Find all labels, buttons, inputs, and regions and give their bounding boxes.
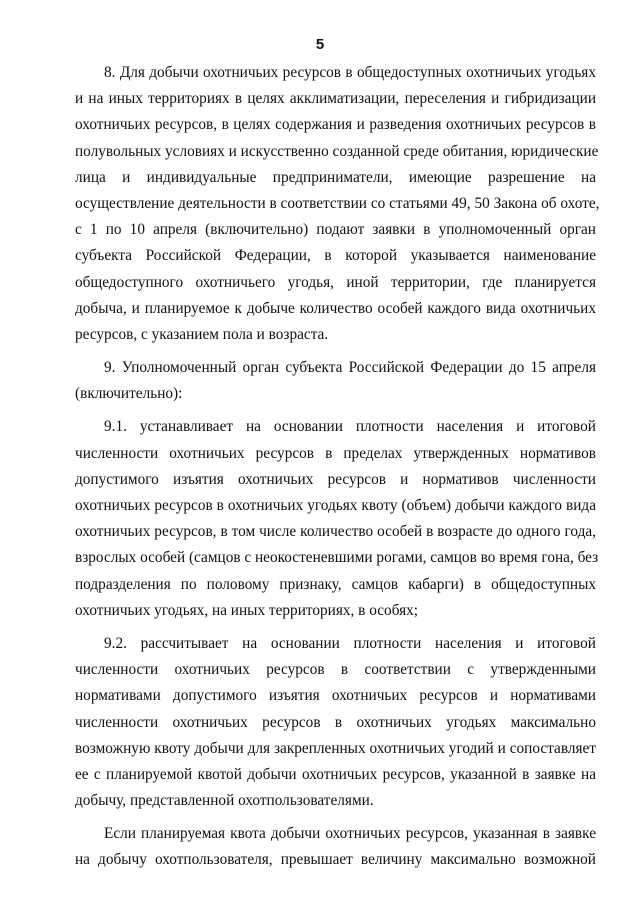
text-line: 9.2. рассчитывает на основании плотности населения и итоговой	[104, 634, 596, 652]
text-line: полувольных условиях и искусственно созданной среде обитания, юридические	[75, 142, 599, 160]
text-line: субъекта Российской Федерации, в которой указывается наименование	[75, 247, 596, 265]
text-line: охотничьих ресурсов в охотничьих угодьях квоту (объем) добычи каждого вида	[75, 497, 596, 514]
page-number: 5	[315, 36, 325, 53]
text-line: численности охотничьих ресурсов в охотничьих угодьях максимально	[75, 713, 596, 731]
paragraph-quota-excess	[75, 821, 596, 873]
text-line: 8. Для добычи охотничьих ресурсов в общедоступных охотничьих угодьях	[104, 64, 596, 81]
text-line: ресурсов, с указанием пола и возраста.	[75, 325, 329, 343]
text-line: осуществление деятельности в соответствии со статьями 49, 50 Закона об охоте,	[75, 194, 600, 212]
text-line: численности охотничьих ресурсов в соответствии с утвержденными	[75, 661, 596, 679]
text-line: охотничьих ресурсов, в целях содержания и разведения охотничьих ресурсов в	[75, 116, 596, 134]
text-line: подразделения по половому признаку, самцов кабарги) в общедоступных	[75, 575, 596, 593]
text-line: добыча, и планируемое к добыче количество особей каждого вида охотничьих	[75, 299, 596, 317]
text-line: возможную квоту добычи для закрепленных охотничьих угодий и сопоставляет	[75, 739, 596, 757]
text-line: лица и индивидуальные предприниматели, имеющие разрешение на	[75, 168, 596, 186]
text-line: с 1 по 10 апреля (включительно) подают заявки в уполномоченный орган	[75, 221, 596, 239]
paragraph-9-2	[75, 631, 596, 814]
text-line: общедоступного охотничьего угодья, иной территории, где планируется	[75, 273, 596, 291]
text-line: 9.1. устанавливает на основании плотности населения и итоговой	[104, 418, 596, 436]
text-line: Если планируемая квота добычи охотничьих ресурсов, указанная в заявке	[104, 825, 596, 843]
text-line: охотничьих угодьях, на иных территориях, в особях;	[75, 601, 419, 619]
text-line: ее с планируемой квотой добычи охотничьих ресурсов, указанной в заявке на	[75, 765, 596, 783]
paragraph-9	[75, 355, 596, 407]
text-line: допустимого изъятия охотничьих ресурсов и нормативов численности	[75, 470, 596, 488]
text-line: взрослых особей (самцов с неокостеневшими рогами, самцов во время гона, без	[75, 549, 599, 567]
text-line: (включительно):	[75, 385, 183, 403]
paragraph-9-1	[75, 414, 599, 624]
text-line: на добычу охотпользователя, превышает величину максимально возможной	[75, 851, 596, 869]
text-line: численности охотничьих ресурсов в пределах утвержденных нормативов	[75, 444, 596, 462]
text-line: нормативами допустимого изъятия охотничьих ресурсов и нормативами	[75, 687, 596, 705]
document-body	[75, 60, 600, 874]
text-line: добычу, представленной охотпользователями.	[75, 792, 374, 810]
text-line: охотничьих ресурсов, в том числе количество особей в возрасте до одного года,	[75, 523, 596, 541]
text-line: и на иных территориях в целях акклиматизации, переселения и гибридизации	[75, 90, 596, 108]
paragraph-8	[75, 60, 600, 348]
text-line: 9. Уполномоченный орган субъекта Российской Федерации до 15 апреля	[104, 359, 596, 377]
